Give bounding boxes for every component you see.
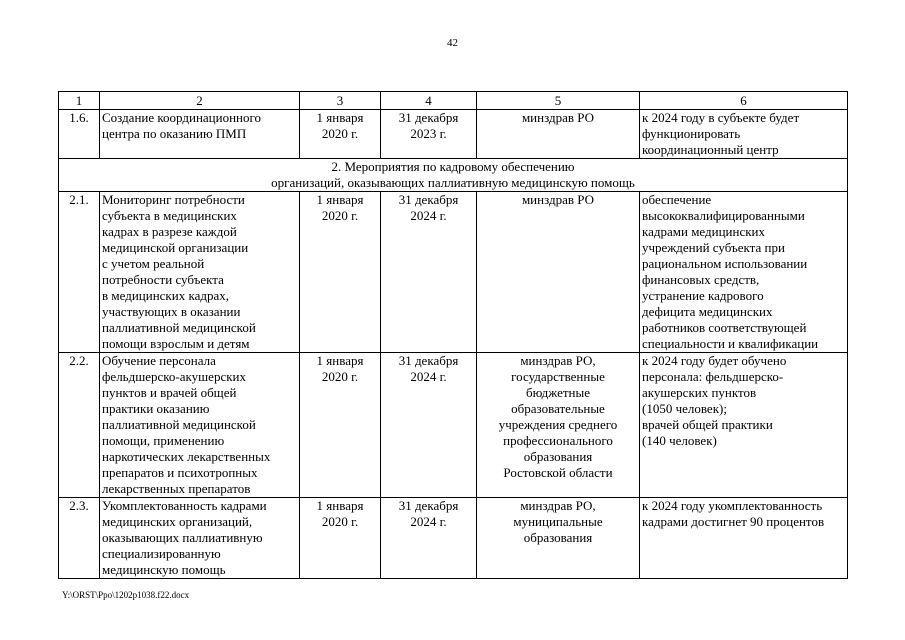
text-line: паллиативной медицинской <box>102 417 256 432</box>
column-header: 6 <box>640 92 848 110</box>
text-line: 2020 г. <box>321 126 359 141</box>
column-header: 1 <box>59 92 100 110</box>
text-line: Обучение персонала <box>102 353 216 368</box>
start-date-cell <box>300 498 381 579</box>
text-line: пунктов и врачей общей <box>102 385 237 400</box>
text-line: к 2024 году укомплектованность <box>642 498 823 513</box>
text-line: устранение кадрового <box>642 288 764 303</box>
responsible-cell <box>477 192 640 353</box>
text-line: 1 января <box>316 353 364 368</box>
text-line: Укомплектованность кадрами <box>102 498 267 513</box>
text-line: минздрав РО <box>521 192 595 207</box>
text-line: 2020 г. <box>321 208 359 223</box>
column-header: 3 <box>300 92 381 110</box>
result-cell <box>640 498 848 579</box>
text-line: профессионального <box>503 433 613 448</box>
column-header: 5 <box>477 92 640 110</box>
text-line: работников соответствующей <box>642 320 807 335</box>
text-line: к 2024 году будет обучено <box>642 353 787 368</box>
start-date-cell <box>300 110 381 159</box>
text-line: 31 декабря <box>398 353 459 368</box>
start-date-cell <box>300 192 381 353</box>
text-line: организаций, оказывающих паллиативную медицинскую помощь <box>271 175 635 190</box>
end-date-cell <box>381 498 477 579</box>
row-number: 2.1. <box>59 192 100 353</box>
text-line: финансовых средств, <box>642 272 760 287</box>
text-line: медицинскую помощь <box>102 562 226 577</box>
row-number: 2.3. <box>59 498 100 579</box>
column-header-row <box>59 92 848 110</box>
text-line: препаратов и психотропных <box>102 465 258 480</box>
text-line: высококвалифицированными <box>642 208 805 223</box>
text-line: муниципальные <box>513 514 603 529</box>
text-line: кадрами медицинских <box>642 224 766 239</box>
text-line: образовательные <box>511 401 605 416</box>
text-line: учреждений субъекта при <box>642 240 785 255</box>
column-header: 2 <box>100 92 300 110</box>
text-line: в медицинских кадрах, <box>102 288 229 303</box>
text-line: учреждения среднего <box>498 417 618 432</box>
plan-table <box>58 91 848 579</box>
text-line: потребности субъекта <box>102 272 224 287</box>
text-line: медицинских организаций, <box>102 514 253 529</box>
table-row <box>59 498 848 579</box>
text-line: специализированную <box>102 546 221 561</box>
end-date-cell <box>381 353 477 498</box>
text-line: паллиативной медицинской <box>102 320 256 335</box>
file-path-footer: Y:\ORST\Ppo\1202p1038.f22.docx <box>62 590 190 600</box>
text-line: 31 декабря <box>398 110 459 125</box>
text-line: 1 января <box>316 192 364 207</box>
activity-cell <box>100 498 300 579</box>
text-line: персонала: фельдшерско- <box>642 369 784 384</box>
text-line: 2. Мероприятия по кадровому обеспечению <box>331 159 575 174</box>
table-row <box>59 110 848 159</box>
text-line: 2024 г. <box>410 208 447 223</box>
text-line: образования <box>523 530 593 545</box>
text-line: специальности и квалификации <box>642 336 819 351</box>
text-line: оказывающих паллиативную <box>102 530 263 545</box>
text-line: лекарственных препаратов <box>102 481 251 496</box>
text-line: акушерских пунктов <box>642 385 757 400</box>
text-line: бюджетные <box>525 385 590 400</box>
text-line: дефицита медицинских <box>642 304 773 319</box>
text-line: к 2024 году в субъекте будет <box>642 110 800 125</box>
end-date-cell <box>381 110 477 159</box>
text-line: участвующих в оказании <box>102 304 241 319</box>
end-date-cell <box>381 192 477 353</box>
responsible-cell <box>477 353 640 498</box>
text-line: с учетом реальной <box>102 256 205 271</box>
result-cell <box>640 353 848 498</box>
row-number: 1.6. <box>59 110 100 159</box>
row-number: 2.2. <box>59 353 100 498</box>
text-line: обеспечение <box>642 192 712 207</box>
text-line: 2020 г. <box>321 514 359 529</box>
text-line: рациональном использовании <box>642 256 808 271</box>
text-line: (1050 человек); <box>642 401 727 416</box>
text-line: 31 декабря <box>398 498 459 513</box>
start-date-cell <box>300 353 381 498</box>
text-line: практики оказанию <box>102 401 210 416</box>
text-line: Мониторинг потребности <box>102 192 245 207</box>
text-line: 2024 г. <box>410 514 447 529</box>
text-line: кадрах в разрезе каждой <box>102 224 237 239</box>
text-line: образования <box>523 449 593 464</box>
text-line: кадрами достигнет 90 процентов <box>642 514 825 529</box>
responsible-cell <box>477 110 640 159</box>
text-line: фельдшерско-акушерских <box>102 369 246 384</box>
activity-cell <box>100 110 300 159</box>
text-line: 1 января <box>316 498 364 513</box>
text-line: (140 человек) <box>642 433 717 448</box>
text-line: наркотических лекарственных <box>102 449 271 464</box>
text-line: минздрав РО <box>521 110 595 125</box>
text-line: минздрав РО, <box>520 353 596 368</box>
table-row <box>59 353 848 498</box>
section-heading-row <box>59 159 848 192</box>
result-cell <box>640 192 848 353</box>
text-line: Ростовской области <box>503 465 613 480</box>
text-line: координационный центр <box>642 142 779 157</box>
column-header: 4 <box>381 92 477 110</box>
text-line: медицинской организации <box>102 240 249 255</box>
activity-cell <box>100 192 300 353</box>
responsible-cell <box>477 498 640 579</box>
text-line: 2020 г. <box>321 369 359 384</box>
text-line: субъекта в медицинских <box>102 208 237 223</box>
result-cell <box>640 110 848 159</box>
activity-cell <box>100 353 300 498</box>
text-line: 2024 г. <box>410 369 447 384</box>
text-line: государственные <box>511 369 605 384</box>
text-line: помощи, применению <box>102 433 225 448</box>
text-line: 31 декабря <box>398 192 459 207</box>
text-line: минздрав РО, <box>520 498 596 513</box>
text-line: функционировать <box>642 126 741 141</box>
section-heading <box>59 159 848 192</box>
page-number: 42 <box>447 37 458 49</box>
text-line: центра по оказанию ПМП <box>102 126 247 141</box>
text-line: Создание координационного <box>102 110 262 125</box>
text-line: 1 января <box>316 110 364 125</box>
text-line: 2023 г. <box>410 126 447 141</box>
text-line: помощи взрослым и детям <box>102 336 250 351</box>
table-row <box>59 192 848 353</box>
text-line: врачей общей практики <box>642 417 773 432</box>
